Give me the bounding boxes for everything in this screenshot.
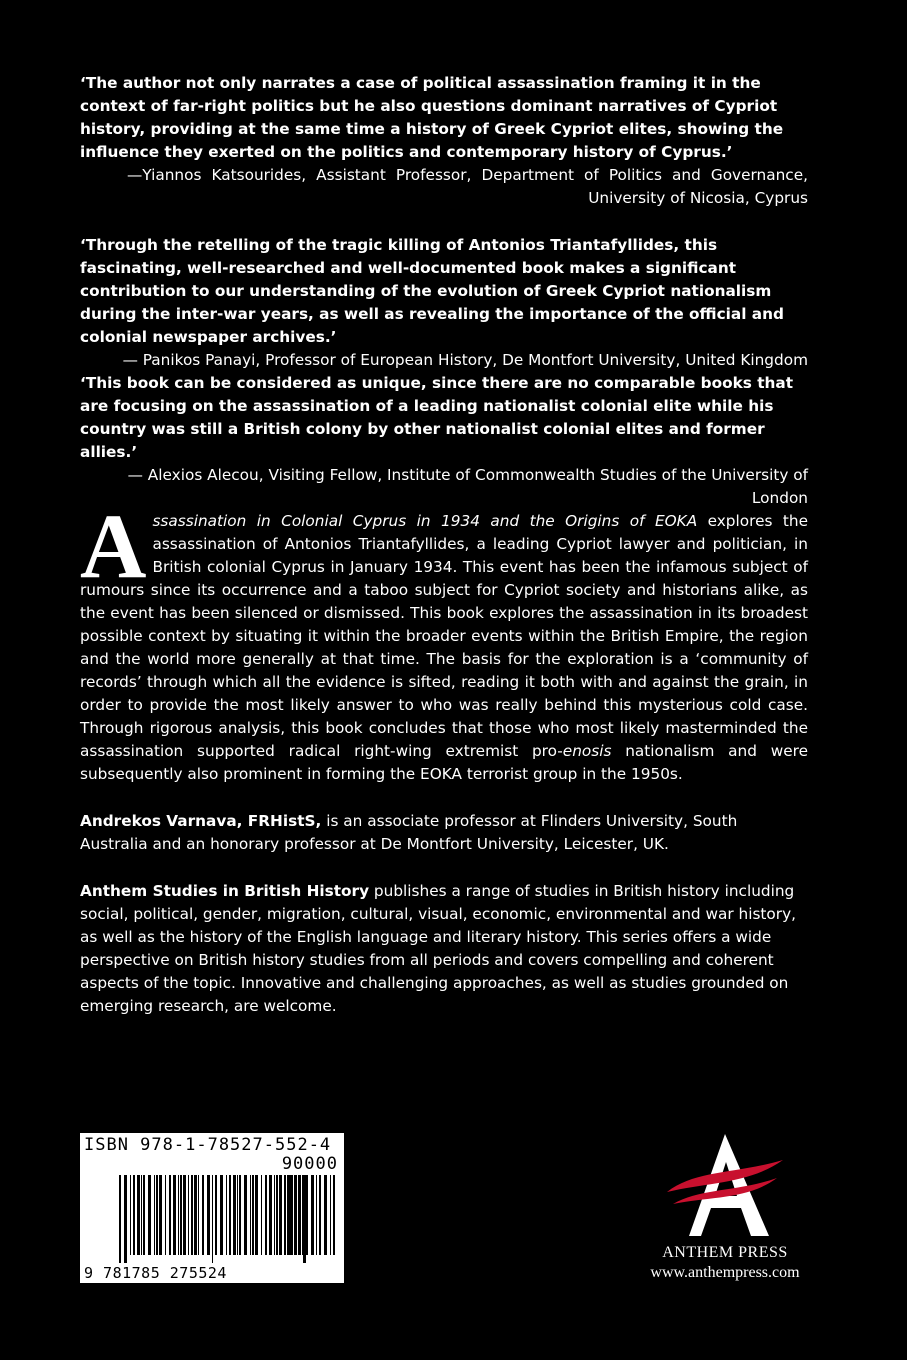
barcode-bar (165, 1175, 166, 1255)
barcode-bar (330, 1175, 331, 1255)
barcode-bar (173, 1175, 176, 1255)
barcode-bar (130, 1175, 131, 1255)
endorsement-quote (80, 72, 808, 210)
barcode-digits: 9 781785 275524 (84, 1264, 227, 1282)
barcode-bar (274, 1175, 275, 1255)
barcode-bar (180, 1175, 182, 1255)
barcode-bar (191, 1175, 193, 1255)
barcode-bar (319, 1175, 321, 1255)
quote-text: ‘This book can be considered as unique, since there are no comparable books that are focusing on the assassination of a leading nationalist colonial elite while his country was still a British colony by other nationalist colonial elites and former allies.’ (80, 374, 794, 461)
barcode-bar (137, 1175, 140, 1255)
drop-cap: A (80, 495, 147, 597)
author-name: Andrekos Varnava, FRHistS, (80, 812, 322, 830)
quote-attribution: — Alexios Alecou, Visiting Fellow, Institute of Commonwealth Studies of the University of London (127, 466, 808, 507)
barcode-bar (292, 1175, 293, 1255)
publisher-name: ANTHEM PRESS (662, 1244, 788, 1261)
barcode-bar (207, 1175, 210, 1255)
barcode-bar (239, 1175, 241, 1255)
isbn-label: ISBN 978-1-78527-552-4 (84, 1135, 332, 1155)
barcode-bar (324, 1175, 327, 1255)
author-bio (80, 810, 808, 856)
publisher-url: www.anthempress.com (650, 1264, 800, 1281)
barcode-bar (229, 1175, 231, 1255)
barcode-bar (202, 1175, 204, 1255)
quote-text: ‘The author not only narrates a case of political assassination framing it in the context of far-right politics but he also questions dominant narratives of Cypriot history, providing at the same time a history of Greek Cypriot elites, showing the influence they exerted on the politics and contemporary history of Cyprus.’ (80, 74, 784, 161)
barcode-bar (178, 1175, 179, 1255)
barcode-bar (233, 1175, 236, 1255)
barcode-bar (298, 1175, 301, 1255)
italic-term: enosis (562, 742, 612, 760)
barcode-bar (250, 1175, 251, 1255)
barcode-bar (226, 1175, 227, 1255)
barcode-bar (316, 1175, 317, 1255)
barcode-bar (220, 1175, 223, 1255)
barcode-bar (148, 1175, 151, 1255)
barcode-bar (302, 1175, 303, 1255)
barcode-bar (156, 1175, 158, 1255)
barcode-bar (119, 1175, 121, 1263)
quote-attribution: —Yiannos Katsourides, Assistant Professor, Department of Politics and Governance, University of Nicosia, Cyprus (127, 166, 808, 207)
barcode-bar (295, 1175, 297, 1255)
barcode-bar (276, 1175, 278, 1255)
quote-attribution: — Panikos Panayi, Professor of European History, De Montfort University, United Kingdom (122, 351, 808, 369)
author-bio-text: is an associate professor at Flinders University, South Australia and an honorary professor at De Montfort University, Leicester, UK. (80, 812, 738, 853)
book-title-italic: ssassination in Colonial Cyprus in 1934 and the Origins of EOKA (152, 512, 698, 530)
price-barcode-bars (282, 1175, 338, 1263)
quote-text: ‘Through the retelling of the tragic killing of Antonios Triantafyllides, this fascinating, well-researched and well-documented book makes a significant contribution to our understanding of the evolution of Greek Cypriot nationalism during the inter-war years, as well as revealing the importance of the official and colonial newspaper archives.’ (80, 236, 784, 346)
endorsement-quote (80, 372, 808, 510)
price-code: 90000 (281, 1154, 338, 1174)
isbn-barcode (80, 1133, 344, 1283)
series-name: Anthem Studies in British History (80, 882, 370, 900)
endorsement-quote (80, 234, 808, 372)
barcode-bar (306, 1175, 308, 1255)
barcode-bar (183, 1175, 186, 1255)
series-description: publishes a range of studies in British history including social, political, gender, migration, cultural, visual, economic, environmental and war history, as well as the history of the English language and literary history. This series offers a wide perspective on British history studies from all periods and covers compelling and coherent aspects of the topic. Innovative and challenging approaches, as well as studies grounded on emerging research, are welcome. (80, 882, 796, 1015)
barcode-bar (244, 1175, 247, 1255)
barcode-bar (287, 1175, 290, 1255)
barcode-bar (215, 1175, 217, 1255)
barcode-bar (124, 1175, 127, 1263)
barcode-bar (143, 1175, 145, 1255)
barcode-bar (141, 1175, 142, 1255)
book-description (80, 495, 808, 786)
barcode-bar (252, 1175, 254, 1255)
barcode-bar (169, 1175, 171, 1255)
barcode-bar (311, 1175, 314, 1255)
barcode-bar (194, 1175, 197, 1255)
barcode-bar (333, 1175, 335, 1255)
barcode-bar (212, 1175, 213, 1263)
description-text-end: nationalism and were subsequently also prominent in forming the EOKA terrorist group in the 1950s. (80, 742, 808, 783)
anthem-a-logo-icon (665, 1130, 785, 1242)
barcode-bar (265, 1175, 267, 1255)
barcode-bar (261, 1175, 262, 1255)
barcode-bar (159, 1175, 162, 1255)
barcode-bar (154, 1175, 155, 1255)
series-info (80, 880, 808, 1018)
barcode-bar (284, 1175, 286, 1255)
barcode-bar (188, 1175, 189, 1255)
barcode-bar (255, 1175, 258, 1255)
barcode-bar (269, 1175, 272, 1255)
barcode-bar (133, 1175, 135, 1255)
barcode-bar (198, 1175, 199, 1255)
description-text: explores the assassination of Antonios Triantafyllides, a leading Cypriot lawyer and politician, in British colonial Cyprus in January 1934. This event has been the infamous subject of rumours since its occurrence and a taboo subject for Cypriot society and historians alike, as the event has been silenced or dismissed. This book explores the assassination in its broadest possible context by situating it within the broader events within the British Empire, the region and the world more generally at that time. The basis for the exploration is a ‘community of records’ through which all the evidence is sifted, reading it both with and against the grain, in order to provide the most likely answer to who was really behind this mysterious cold case. Through rigorous analysis, this book concludes that those who most likely masterminded the assassination supported radical right-wing extremist pro- (80, 512, 808, 760)
publisher-logo (620, 1130, 830, 1300)
barcode-bar (237, 1175, 238, 1255)
